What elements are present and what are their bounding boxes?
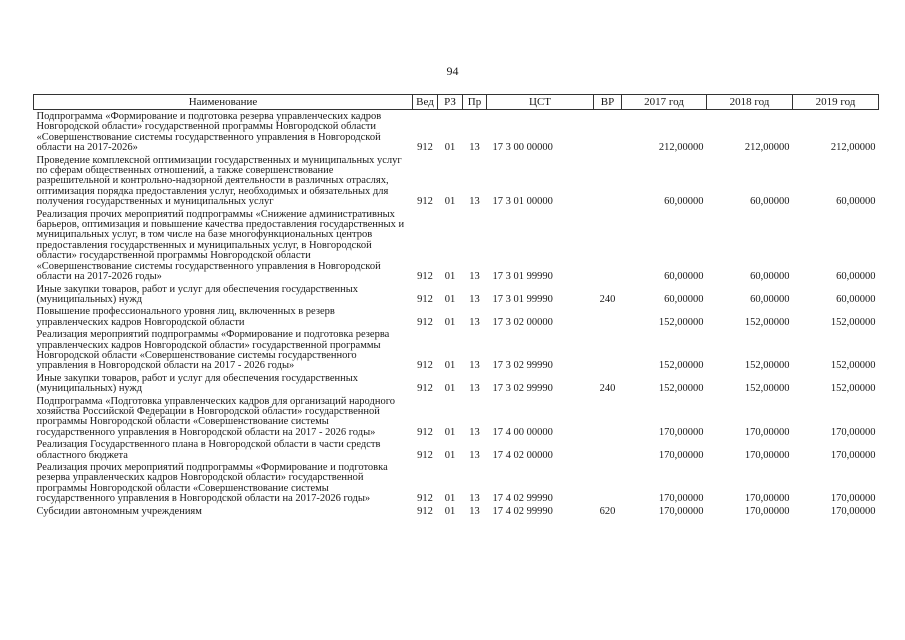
row-value-2018: 170,00000 bbox=[744, 493, 790, 505]
table-row bbox=[34, 372, 879, 395]
header-2018: 2018 год bbox=[707, 95, 793, 110]
table-row bbox=[34, 505, 879, 517]
row-vr: 240 bbox=[599, 383, 616, 395]
row-value-2017: 170,00000 bbox=[658, 493, 704, 505]
row-cst: 17 3 01 99990 bbox=[492, 271, 553, 283]
row-name: Реализация прочих мероприятий подпрограммы «Снижение административных барьеров, оптимизация и повышение качества предоставления государственных и муниципальных услуг, в том числе на базе многофункциональных центров предоставления государственных и муниципальных услуг, в Новгородской области» государственной программы Новгородской области «Совершенствование системы государственного управления в Новгородской области на 2017-2026 годы» bbox=[36, 208, 405, 283]
table-row bbox=[34, 461, 879, 505]
table-row bbox=[34, 208, 879, 283]
row-cst: 17 3 02 00000 bbox=[492, 316, 553, 328]
row-vr bbox=[594, 305, 622, 328]
row-name: Подпрограмма «Подготовка управленческих кадров для организаций народного хозяйства Российской Федерации в Новгородской области» государственной программы Новгородской области «Совершенствование системы государственного управления в Новгородской области на 2017 - 2026 годы» bbox=[36, 395, 395, 438]
table-row bbox=[34, 110, 879, 154]
row-value-2017: 60,00000 bbox=[664, 293, 704, 305]
row-value-2017: 170,00000 bbox=[658, 449, 704, 461]
row-value-2017: 60,00000 bbox=[664, 196, 704, 208]
row-rz: 01 bbox=[444, 383, 456, 395]
row-value-2019: 170,00000 bbox=[830, 426, 876, 438]
row-value-2018: 170,00000 bbox=[744, 449, 790, 461]
row-value-2017: 152,00000 bbox=[658, 383, 704, 395]
row-value-2019: 60,00000 bbox=[836, 271, 876, 283]
row-name: Иные закупки товаров, работ и услуг для обеспечения государственных (муниципальных) нужд bbox=[36, 372, 359, 395]
row-vr: 620 bbox=[599, 505, 616, 517]
table-header-row bbox=[34, 95, 879, 110]
row-cst: 17 4 02 00000 bbox=[492, 449, 553, 461]
row-ved: 912 bbox=[417, 293, 433, 305]
row-rz: 01 bbox=[444, 505, 456, 517]
row-pr: 13 bbox=[469, 142, 480, 154]
row-pr: 13 bbox=[469, 196, 480, 208]
row-value-2017: 170,00000 bbox=[658, 505, 704, 517]
table-row bbox=[34, 283, 879, 306]
header-2017: 2017 год bbox=[622, 95, 707, 110]
row-cst: 17 3 00 00000 bbox=[492, 142, 553, 154]
row-rz: 01 bbox=[444, 360, 456, 372]
header-vr: ВР bbox=[594, 95, 622, 110]
header-2019: 2019 год bbox=[793, 95, 879, 110]
row-pr: 13 bbox=[469, 426, 480, 438]
header-rz: РЗ bbox=[438, 95, 463, 110]
row-ved: 912 bbox=[417, 316, 433, 328]
row-vr bbox=[594, 461, 622, 505]
row-value-2017: 60,00000 bbox=[664, 271, 704, 283]
row-ved: 912 bbox=[417, 383, 433, 395]
row-vr bbox=[594, 438, 622, 461]
row-rz: 01 bbox=[444, 196, 456, 208]
row-vr bbox=[594, 328, 622, 372]
row-pr: 13 bbox=[469, 449, 480, 461]
row-name: Подпрограмма «Формирование и подготовка резерва управленческих кадров Новгородской области» государственной программы Новгородской области «Совершенствование системы государственного управления в Новгородской области на 2017-2026» bbox=[36, 111, 382, 154]
header-ved: Вед bbox=[413, 95, 438, 110]
row-name: Субсидии автономным учреждениям bbox=[36, 505, 202, 517]
row-value-2018: 60,00000 bbox=[750, 293, 790, 305]
row-cst: 17 4 00 00000 bbox=[492, 426, 553, 438]
row-value-2018: 212,00000 bbox=[744, 142, 790, 154]
row-value-2019: 60,00000 bbox=[836, 293, 876, 305]
table-row bbox=[34, 395, 879, 439]
row-pr: 13 bbox=[469, 293, 480, 305]
row-cst: 17 3 02 99990 bbox=[492, 360, 553, 372]
row-vr bbox=[594, 154, 622, 208]
row-rz: 01 bbox=[444, 449, 456, 461]
row-vr bbox=[594, 110, 622, 154]
row-cst: 17 3 01 00000 bbox=[492, 196, 553, 208]
row-value-2018: 152,00000 bbox=[744, 383, 790, 395]
row-vr: 240 bbox=[599, 293, 616, 305]
row-ved: 912 bbox=[417, 505, 433, 517]
page-number: 94 bbox=[446, 64, 459, 78]
row-value-2018: 152,00000 bbox=[744, 316, 790, 328]
row-ved: 912 bbox=[417, 493, 433, 505]
row-cst: 17 3 02 99990 bbox=[492, 383, 553, 395]
row-rz: 01 bbox=[444, 142, 456, 154]
row-value-2017: 152,00000 bbox=[658, 360, 704, 372]
row-value-2019: 170,00000 bbox=[830, 505, 876, 517]
row-ved: 912 bbox=[417, 449, 433, 461]
table-row bbox=[34, 154, 879, 208]
row-rz: 01 bbox=[444, 293, 456, 305]
row-vr bbox=[594, 395, 622, 439]
row-rz: 01 bbox=[444, 493, 456, 505]
row-value-2019: 152,00000 bbox=[830, 360, 876, 372]
row-value-2019: 170,00000 bbox=[830, 449, 876, 461]
row-value-2019: 152,00000 bbox=[830, 383, 876, 395]
row-value-2018: 60,00000 bbox=[750, 196, 790, 208]
row-pr: 13 bbox=[469, 360, 480, 372]
row-rz: 01 bbox=[444, 316, 456, 328]
row-value-2018: 152,00000 bbox=[744, 360, 790, 372]
row-cst: 17 4 02 99990 bbox=[492, 505, 553, 517]
table-row bbox=[34, 305, 879, 328]
row-name: Повышение профессионального уровня лиц, включенных в резерв управленческих кадров Новгородской области bbox=[36, 306, 335, 328]
row-value-2018: 170,00000 bbox=[744, 426, 790, 438]
row-rz: 01 bbox=[444, 271, 456, 283]
header-pr: Пр bbox=[463, 95, 487, 110]
row-ved: 912 bbox=[417, 271, 433, 283]
table-row bbox=[34, 328, 879, 372]
table-row bbox=[34, 438, 879, 461]
row-ved: 912 bbox=[417, 360, 433, 372]
row-value-2017: 152,00000 bbox=[658, 316, 704, 328]
row-pr: 13 bbox=[469, 316, 480, 328]
row-name: Реализация мероприятий подпрограммы «Формирование и подготовка резерва управленческих кадров Новгородской области» государственной программы Новгородской области «Совершенствование системы государственного управления в Новгородской области на 2017 - 2026 годы» bbox=[36, 329, 390, 372]
row-value-2017: 212,00000 bbox=[658, 142, 704, 154]
row-name: Иные закупки товаров, работ и услуг для обеспечения государственных (муниципальных) нужд bbox=[36, 283, 359, 305]
row-value-2019: 152,00000 bbox=[830, 316, 876, 328]
row-ved: 912 bbox=[417, 426, 433, 438]
row-value-2019: 60,00000 bbox=[836, 196, 876, 208]
row-cst: 17 3 01 99990 bbox=[492, 293, 553, 305]
row-ved: 912 bbox=[417, 142, 433, 154]
row-value-2017: 170,00000 bbox=[658, 426, 704, 438]
row-pr: 13 bbox=[469, 271, 480, 283]
row-name: Реализация прочих мероприятий подпрограммы «Формирование и подготовка резерва управленческих кадров Новгородской области» государственной программы Новгородской области «Совершенствование системы государственного управления в Новгородской области на 2017-2026 годы» bbox=[36, 462, 388, 505]
header-name: Наименование bbox=[34, 95, 413, 110]
row-rz: 01 bbox=[444, 426, 456, 438]
row-value-2018: 170,00000 bbox=[744, 505, 790, 517]
budget-table bbox=[33, 94, 879, 517]
header-cst: ЦСТ bbox=[487, 95, 594, 110]
row-name: Реализация Государственного плана в Новгородской области в части средств областного бюджета bbox=[36, 439, 381, 461]
row-name: Проведение комплексной оптимизации государственных и муниципальных услуг по сферам общественных отношений, а также совершенствование разрешительной и контрольно-надзорной деятельности в различных отраслях, оптимизация порядка предоставления услуг, необходимых и обязательных для получения государственных и муниципальных услуг bbox=[36, 154, 402, 208]
row-pr: 13 bbox=[469, 383, 480, 395]
row-pr: 13 bbox=[469, 493, 480, 505]
row-ved: 912 bbox=[417, 196, 433, 208]
row-value-2018: 60,00000 bbox=[750, 271, 790, 283]
row-value-2019: 212,00000 bbox=[830, 142, 876, 154]
row-value-2019: 170,00000 bbox=[830, 493, 876, 505]
row-vr bbox=[594, 208, 622, 283]
table-body bbox=[34, 110, 879, 518]
row-pr: 13 bbox=[469, 505, 480, 517]
row-cst: 17 4 02 99990 bbox=[492, 493, 553, 505]
